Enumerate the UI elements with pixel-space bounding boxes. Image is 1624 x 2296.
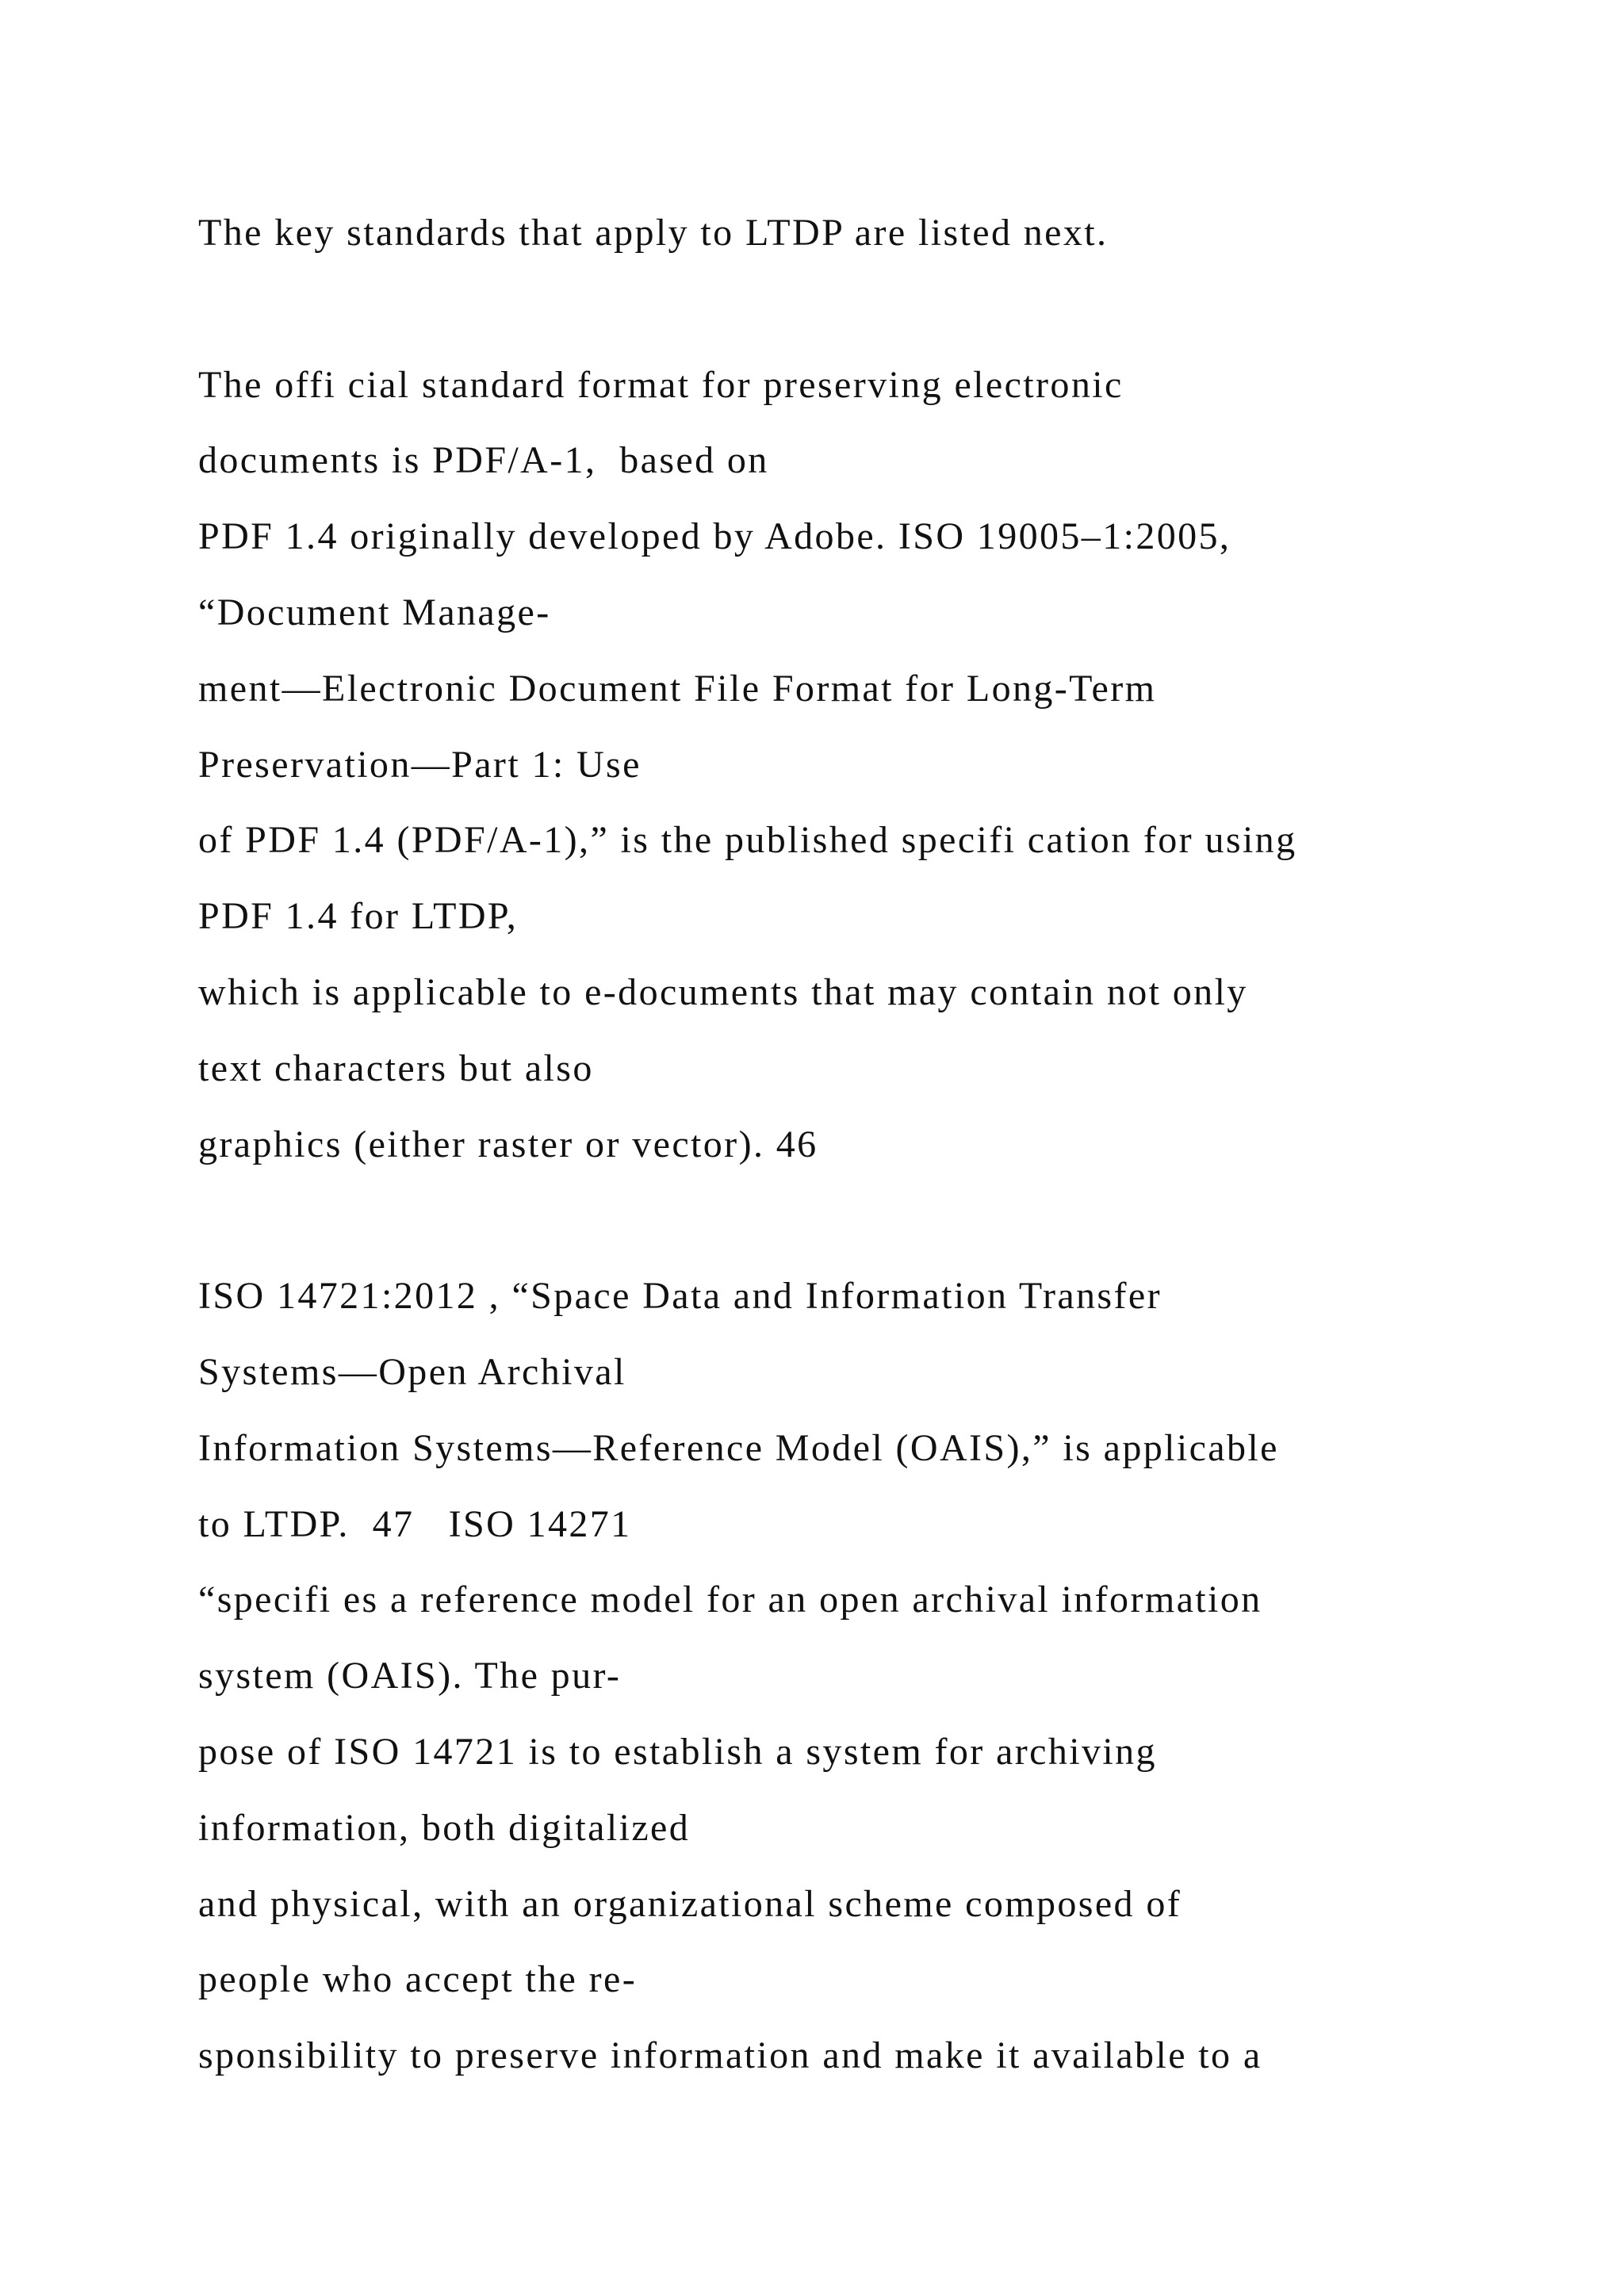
text-line: Information Systems—Reference Model (OAIS),” is applicable <box>198 1426 1279 1469</box>
text-line: ISO 14721:2012 , “Space Data and Information Transfer <box>198 1275 1162 1318</box>
text-line: of PDF 1.4 (PDF/A-1),” is the published specifi cation for using <box>198 819 1297 862</box>
text-line: sponsibility to preserve information and make it available to a <box>198 2034 1262 2077</box>
paragraph-gap <box>198 1182 1546 1258</box>
text-line: The offi cial standard format for preserving electronic <box>198 363 1124 406</box>
text-line: to LTDP. 47 ISO 14271 <box>198 1502 632 1545</box>
text-line: graphics (either raster or vector). 46 <box>198 1123 818 1165</box>
text-line: people who accept the re- <box>198 1958 638 2001</box>
text-line: system (OAIS). The pur- <box>198 1655 622 1697</box>
paragraph-pdfa <box>198 347 1546 1183</box>
document-body <box>198 195 1546 2094</box>
text-line: “specifi es a reference model for an open archival information <box>198 1578 1262 1621</box>
text-line: PDF 1.4 originally developed by Adobe. ISO 19005–1:2005, <box>198 515 1231 558</box>
text-line: Preservation—Part 1: Use <box>198 743 642 786</box>
text-line: and physical, with an organizational scheme composed of <box>198 1882 1182 1925</box>
paragraph-gap <box>198 271 1546 347</box>
text-line: PDF 1.4 for LTDP, <box>198 895 519 938</box>
paragraph-oais <box>198 1258 1546 2094</box>
text-line: documents is PDF/A-1, based on <box>198 439 769 482</box>
text-line: ment—Electronic Document File Format for Long-Term <box>198 667 1157 710</box>
text-line: Systems—Open Archival <box>198 1350 626 1393</box>
text-line: text characters but also <box>198 1047 594 1089</box>
text-line: information, both digitalized <box>198 1806 691 1849</box>
text-line: pose of ISO 14721 is to establish a system for archiving <box>198 1730 1157 1773</box>
intro-line: The key standards that apply to LTDP are listed next. <box>198 212 1109 254</box>
text-line: “Document Manage- <box>198 591 551 633</box>
text-line: which is applicable to e-documents that may contain not only <box>198 970 1248 1013</box>
